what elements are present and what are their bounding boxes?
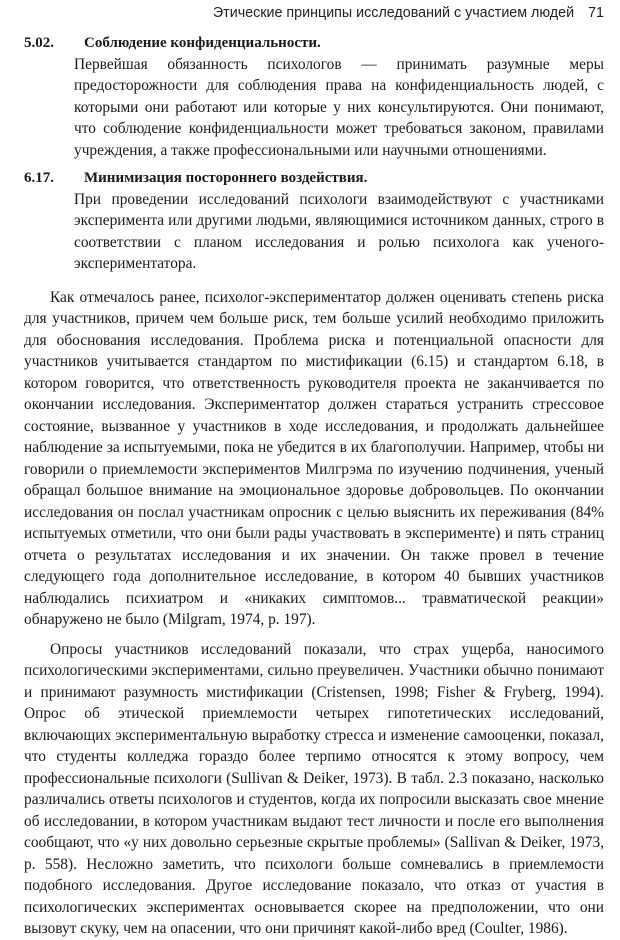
running-header bbox=[0, 2, 604, 24]
standard-heading bbox=[24, 32, 604, 54]
running-title: Этические принципы исследований с участием людей bbox=[212, 5, 575, 21]
standard-text: Первейшая обязанность психологов — принимать разумные меры предосторожности для соблюдения права на конфиденциальность людей, с которыми они работают или которые у них консультируются. Они понимают, что соблюдение конфиденциальности может требоваться законом, правилами учреждения, а также профессиональными или научными отношениями. bbox=[74, 56, 604, 159]
standard-block bbox=[24, 167, 604, 275]
standard-title: Соблюдение конфиденциальности. bbox=[84, 35, 321, 51]
page-content bbox=[24, 32, 604, 940]
page-number: 71 bbox=[588, 5, 604, 21]
standard-title: Минимизация постороннего воздействия. bbox=[84, 170, 368, 187]
standard-heading bbox=[24, 167, 604, 189]
standard-block bbox=[24, 32, 604, 161]
standard-number: 5.02. bbox=[24, 35, 54, 51]
body-paragraph: Как отмечалось ранее, психолог-экспериментатор должен оценивать степень риска для участников, причем чем больше риск, тем больше усилий необходимо приложить для обоснования исследования. Проблема риска и потенциальной опасности для участников учитывается стандартом по мистификации (6.15) и стандартом 6.18, в котором говорится, что ответственность руководителя проекта не заканчивается по окончании исследования. Экспериментатор должен стараться устранить стрессовое состояние, вызванное у участников в ходе исследования, и продолжать дальнейшее наблюдение за испытуемыми, пока не убедится в их благополучии. Например, чтобы ни говорили о приемлемости экспериментов Милгрэма по изучению подчинения, ученый обращал большое внимание на эмоциональное здоровье добровольцев. По окончании исследования он послал участникам опросник с целью выяснить их переживания (84% испытуемых отметили, что они были рады участвовать в эксперименте) и пять страниц отчета о результатах исследования и их значении. Он также провел в течение следующего года дополнительное исследование, в котором 40 бывших участников наблюдались психиатром и «никаких симптомов... травматической реакции» обнаружено не было (Milgram, 1974, p. 197). bbox=[24, 288, 604, 629]
body-paragraph: Опросы участников исследований показали, что страх ущерба, наносимого психологическими экспериментами, сильно преувеличен. Участники обычно понимают и принимают разумность мистификации (Cristensen, 1998; Fisher & Fryberg, 1994). Опрос об этической приемлемости четырех гипотетических исследований, включающих экспериментальную выработку стресса и изменение самооценки, показал, что студенты колледжа гораздо более терпимо относятся к этому вопросу, чем профессиональные психологи (Sullivan & Deiker, 1973). В табл. 2.3 показано, насколько различались ответы психологов и студентов, когда их попросили высказать свое мнение об исследовании, в котором участникам выдают тест личности и после его выполнения сообщают, что «у них довольно серьезные скрытые проблемы» (Sallivan & Deiker, 1973, p. 558). Несложно заметить, что психологи больше сомневались в приемлемости подобного исследования. Другое исследование показало, что отказ от участия в психологических экспериментах основывается скорее на предположении, что они вызовут скуку, чем на опасении, что они причинят какой-либо вред (Coulter, 1986). bbox=[24, 640, 604, 938]
standard-number: 6.17. bbox=[24, 170, 54, 187]
standard-text: При проведении исследований психологи взаимодействуют с участниками эксперимента или другими людьми, являющимися источником данных, строго в соответствии с планом исследования и ролью психолога как ученого-экспериментатора. bbox=[74, 191, 604, 273]
